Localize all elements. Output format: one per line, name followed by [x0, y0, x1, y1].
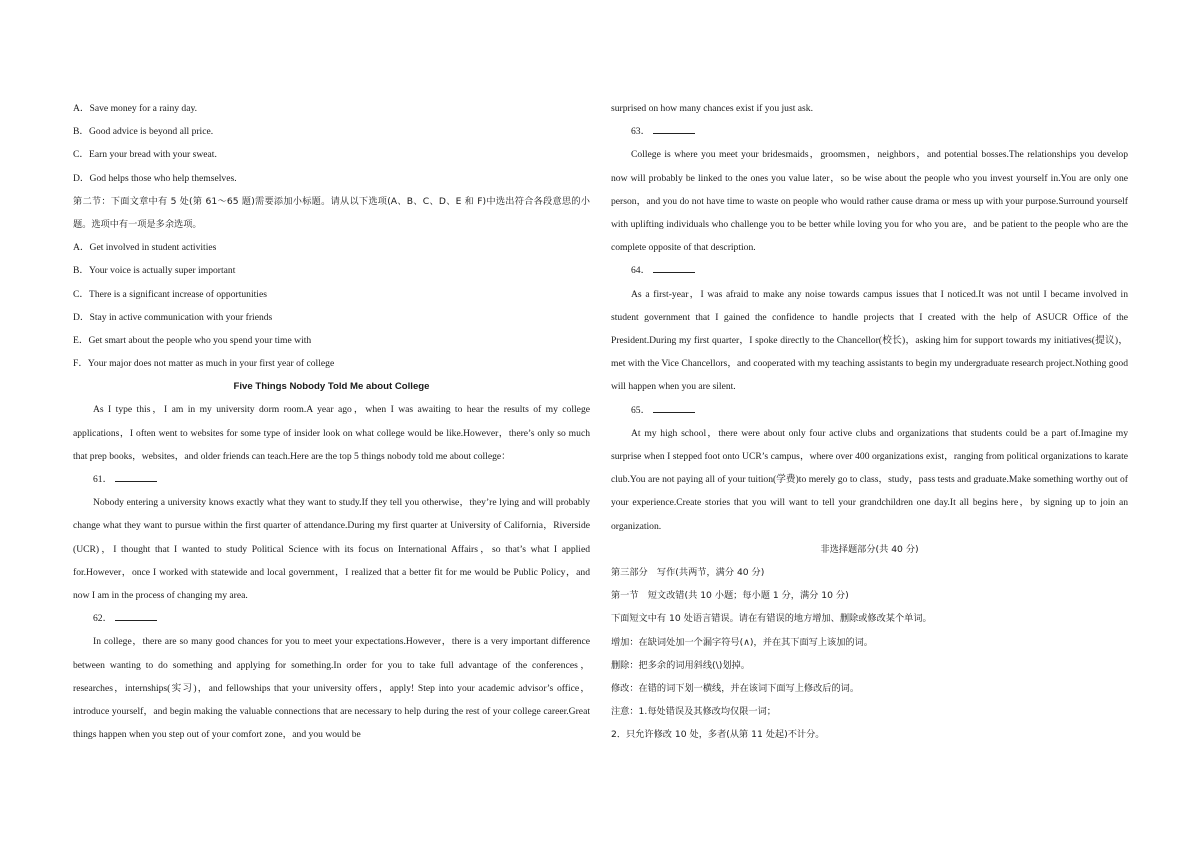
section1-heading: 第一节 短文改错(共 10 小题；每小题 1 分，满分 10 分) [611, 590, 849, 602]
answer-blank-61[interactable] [115, 471, 157, 482]
rule-modify: 修改：在错的词下划一横线，并在该词下面写上修改后的词。 [611, 682, 860, 694]
paragraph-62: In college，there are so many good chances for you to meet your expectations.However，there is a very important difference between wanting to do something and applying for something.In order for you to take full advantage of the conferences，researches，internships(实习)，and fellowships that your university offers，apply! Step into your academic advisor’s office，introduce yourself，and begin making the valuable connections that are necessary to help during the rest of your college career.Great things happen when you step out of your comfort zone，and you would be [73, 636, 590, 741]
answer-blank-64[interactable] [653, 262, 695, 273]
question-62-label: 62． [93, 613, 113, 625]
rule-delete: 删除：把多余的词用斜线(\)划掉。 [611, 659, 750, 671]
option-b: B．Good advice is beyond all price. [73, 126, 214, 138]
non-choice-section-heading: 非选择题部分(共 40 分) [820, 543, 919, 555]
question-62 [73, 607, 590, 630]
question-64 [611, 259, 1128, 282]
paragraph-62-end: surprised on how many chances exist if you just ask. [611, 103, 813, 114]
question-65-label: 65． [631, 404, 651, 416]
right-column [611, 97, 1128, 746]
rule-intro: 下面短文中有 10 处语言错误。请在有错误的地方增加、删除或修改某个单词。 [611, 613, 932, 625]
question-65 [611, 399, 1128, 422]
option-d: D．God helps those who help themselves. [73, 172, 237, 184]
option-a: A．Save money for a rainy day. [73, 103, 198, 114]
paragraph-63: College is where you meet your bridesmaids，groomsmen，neighbors，and potential bosses.The relationships you develop now will probably be linked to the ones you value later，so be wise about the people who you invest yourself in.You are only one person，and you do not have time to waste on people who would rather cause drama or mess up with your purpose.Surround yourself with uplifting individuals who challenge you to be better while loving you for who you are，and be patient to the people who are the complete opposite of that description. [611, 149, 1128, 254]
option-c: C．Earn your bread with your sweat. [73, 149, 217, 161]
question-63 [611, 120, 1128, 143]
paragraph-64: As a first-year，I was afraid to make any noise towards campus issues that I noticed.It was not until I became involved in student government that I gained the confidence to handle projects that I created with the help of ASUCR Office of the President.During my first quarter，I spoke directly to the Chancellor(校长)，asking him for support towards my initiatives(提议)，met with the Vice Chancellors，and cooperated with my teaching assistants to begin my undergraduate research project.Nothing good will happen when you are silent. [611, 288, 1128, 393]
left-column [73, 97, 590, 746]
answer-blank-65[interactable] [653, 402, 695, 413]
rule-note-1: 注意：1.每处错误及其修改均仅限一词； [611, 706, 776, 718]
paragraph-61: Nobody entering a university knows exactly what they want to study.If they tell you otherwise，they’re lying and will probably change what they want to pursue within the first quarter of attendance.During my first quarter at University of California，Riverside (UCR)，I thought that I wanted to study Political Science with its focus on International Affairs，so that’s what I applied for.However，once I worked with statewide and local government，I realized that a better fit for me would be Public Policy，and now I am in the process of changing my area. [73, 497, 590, 602]
heading-option-d: D．Stay in active communication with your friends [73, 311, 273, 323]
rule-add: 增加：在缺词处加一个漏字符号(∧)，并在其下面写上该加的词。 [611, 636, 873, 648]
heading-option-a: A．Get involved in student activities [73, 242, 217, 254]
paragraph-65: At my high school，there were about only four active clubs and organizations that students could be a part of.Imagine my surprise when I stepped foot onto UCR’s campus，where over 400 organizations exist，ranging from political organizations to karate club.You are not paying all of your tuition(学费)to merely go to class，study，pass tests and graduate.Make something worthy out of your experience.Create stories that you will want to tell your grandchildren one day.It all begins here，by signing up to join an organization. [611, 427, 1128, 532]
part3-heading: 第三部分 写作(共两节，满分 40 分) [611, 566, 765, 578]
answer-blank-62[interactable] [115, 610, 157, 621]
passage-title: Five Things Nobody Told Me about College [233, 381, 430, 393]
section2-instructions: 第二节：下面文章中有 5 处(第 61～65 题)需要添加小标题。请从以下选项(A、B、C、D、E 和 F)中选出符合各段意思的小题。选项中有一项是多余选项。 [73, 195, 590, 230]
heading-option-b: B．Your voice is actually super important [73, 265, 236, 277]
question-61 [73, 468, 590, 491]
heading-option-c: C．There is a significant increase of opportunities [73, 288, 267, 300]
passage-intro: As I type this，I am in my university dorm room.A year ago，when I was awaiting to hear the results of my college applications，I often went to websites for some type of insider look on what college would be like.However，there’s only so much that prep books，websites，and older friends can teach.Here are the top 5 things nobody told me about college： [73, 404, 590, 462]
question-61-label: 61． [93, 474, 113, 486]
heading-option-e: E．Get smart about the people who you spend your time with [73, 334, 312, 346]
heading-option-f: F．Your major does not matter as much in your first year of college [73, 358, 335, 370]
question-64-label: 64． [631, 265, 651, 277]
question-63-label: 63． [631, 126, 651, 138]
rule-note-2: 2．只允许修改 10 处，多者(从第 11 处起)不计分。 [611, 729, 825, 741]
answer-blank-63[interactable] [653, 123, 695, 134]
